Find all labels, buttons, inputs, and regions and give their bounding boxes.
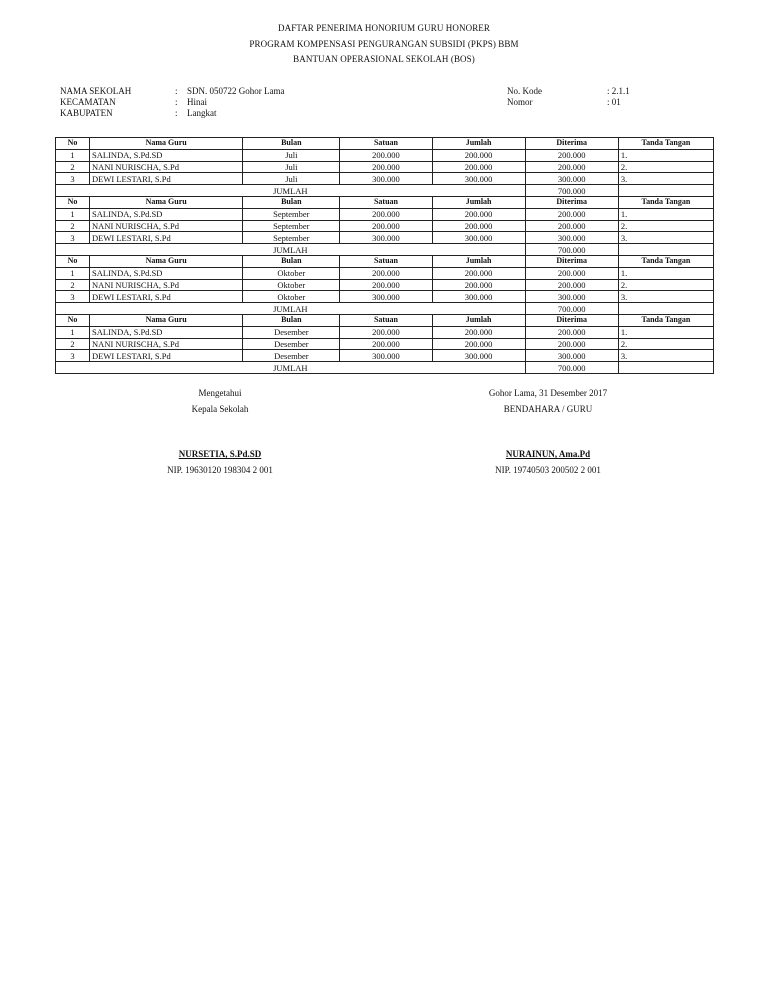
column-header-bulan: Bulan: [243, 138, 340, 150]
cell-tanda-tangan: 1.: [618, 267, 713, 279]
total-value: 700.000: [525, 303, 618, 315]
column-header-no: No: [56, 138, 90, 150]
table-header-row: [56, 255, 714, 267]
cell-no: 1: [56, 267, 90, 279]
cell-bulan: Juli: [243, 161, 340, 173]
cell-no: 1: [56, 208, 90, 220]
cell-jumlah: 300.000: [432, 350, 525, 362]
cell-satuan: 200.000: [340, 338, 432, 350]
column-header-satuan: Satuan: [340, 314, 432, 326]
cell-bulan: Desember: [243, 338, 340, 350]
cell-diterima: 300.000: [525, 291, 618, 303]
document-code-info: [507, 86, 687, 108]
cell-satuan: 300.000: [340, 350, 432, 362]
column-header-jumlah: Jumlah: [432, 138, 525, 150]
table-header-row: [56, 196, 714, 208]
honorarium-table: [55, 137, 714, 374]
cell-jumlah: 200.000: [432, 220, 525, 232]
cell-nama-guru: SALINDA, S.Pd.SD: [90, 208, 243, 220]
table-total-row: [56, 185, 714, 197]
table-row: [56, 220, 714, 232]
place-date: Gohor Lama, 31 Desember 2017: [488, 388, 608, 398]
column-header-no: No: [56, 314, 90, 326]
cell-tanda-tangan: 1.: [618, 326, 713, 338]
info-label: No. Kode: [507, 86, 542, 97]
total-value: 700.000: [525, 362, 618, 374]
cell-diterima: 300.000: [525, 173, 618, 185]
info-value: SDN. 050722 Gohor Lama: [187, 86, 285, 97]
cell-bulan: Desember: [243, 326, 340, 338]
info-label: KABUPATEN: [60, 108, 113, 119]
cell-tanda-tangan: 2.: [618, 220, 713, 232]
cell-no: 3: [56, 291, 90, 303]
total-signature-empty: [618, 303, 713, 315]
table-row: [56, 338, 714, 350]
column-header-jumlah: Jumlah: [432, 255, 525, 267]
cell-no: 3: [56, 173, 90, 185]
column-header-nama-guru: Nama Guru: [90, 196, 243, 208]
column-header-nama-guru: Nama Guru: [90, 255, 243, 267]
column-header-diterima: Diterima: [525, 255, 618, 267]
cell-diterima: 200.000: [525, 338, 618, 350]
signature-space: [120, 420, 320, 449]
cell-diterima: 200.000: [525, 267, 618, 279]
table-header-row: [56, 138, 714, 150]
cell-satuan: 200.000: [340, 279, 432, 291]
info-label: KECAMATAN: [60, 97, 116, 108]
info-row-school-name: [60, 86, 420, 97]
table-row: [56, 161, 714, 173]
column-header-jumlah: Jumlah: [432, 196, 525, 208]
cell-nama-guru: NANI NURISCHA, S.Pd: [90, 161, 243, 173]
cell-bulan: September: [243, 208, 340, 220]
table-total-row: [56, 303, 714, 315]
table-total-row: [56, 244, 714, 256]
column-header-bulan: Bulan: [243, 255, 340, 267]
signature-space: [448, 420, 648, 449]
signer-nip: NIP. 19740503 200502 2 001: [495, 465, 601, 475]
table-row: [56, 279, 714, 291]
signer-name: NURAINUN, Ama.Pd: [505, 449, 591, 459]
cell-tanda-tangan: 3.: [618, 232, 713, 244]
column-header-no: No: [56, 196, 90, 208]
table-row: [56, 149, 714, 161]
cell-satuan: 200.000: [340, 208, 432, 220]
total-value: 700.000: [525, 244, 618, 256]
cell-nama-guru: NANI NURISCHA, S.Pd: [90, 279, 243, 291]
info-separator: :: [175, 86, 178, 97]
signer-role: BENDAHARA / GURU: [503, 404, 593, 414]
cell-satuan: 200.000: [340, 326, 432, 338]
cell-diterima: 200.000: [525, 326, 618, 338]
column-header-diterima: Diterima: [525, 138, 618, 150]
cell-diterima: 200.000: [525, 279, 618, 291]
table-total-row: [56, 362, 714, 374]
cell-jumlah: 200.000: [432, 149, 525, 161]
cell-no: 2: [56, 338, 90, 350]
cell-satuan: 200.000: [340, 161, 432, 173]
info-value: : 2.1.1: [607, 86, 630, 97]
cell-bulan: Juli: [243, 173, 340, 185]
table-body: [56, 138, 714, 374]
total-label: JUMLAH: [56, 185, 526, 197]
cell-tanda-tangan: 3.: [618, 350, 713, 362]
cell-no: 2: [56, 161, 90, 173]
column-header-satuan: Satuan: [340, 196, 432, 208]
cell-nama-guru: SALINDA, S.Pd.SD: [90, 267, 243, 279]
table-row: [56, 208, 714, 220]
total-label: JUMLAH: [56, 244, 526, 256]
table-row: [56, 326, 714, 338]
column-header-nama-guru: Nama Guru: [90, 314, 243, 326]
cell-bulan: Desember: [243, 350, 340, 362]
info-value: Langkat: [187, 108, 217, 119]
cell-bulan: Oktober: [243, 291, 340, 303]
cell-no: 1: [56, 326, 90, 338]
total-label: JUMLAH: [56, 362, 526, 374]
column-header-diterima: Diterima: [525, 196, 618, 208]
info-value: : 01: [607, 97, 621, 108]
cell-diterima: 200.000: [525, 208, 618, 220]
cell-bulan: September: [243, 220, 340, 232]
cell-jumlah: 200.000: [432, 279, 525, 291]
cell-bulan: Oktober: [243, 267, 340, 279]
document-header: [0, 23, 768, 70]
info-row-number: [507, 97, 687, 108]
cell-tanda-tangan: 3.: [618, 291, 713, 303]
cell-nama-guru: NANI NURISCHA, S.Pd: [90, 338, 243, 350]
column-header-satuan: Satuan: [340, 255, 432, 267]
info-row-code: [507, 86, 687, 97]
cell-no: 3: [56, 350, 90, 362]
cell-tanda-tangan: 1.: [618, 208, 713, 220]
info-label: NAMA SEKOLAH: [60, 86, 132, 97]
cell-satuan: 300.000: [340, 232, 432, 244]
cell-jumlah: 200.000: [432, 161, 525, 173]
cell-nama-guru: DEWI LESTARI, S.Pd: [90, 291, 243, 303]
info-row-district: [60, 97, 420, 108]
table-row: [56, 173, 714, 185]
column-header-tanda-tangan: Tanda Tangan: [618, 138, 713, 150]
cell-satuan: 200.000: [340, 267, 432, 279]
info-value: Hinai: [187, 97, 207, 108]
cell-satuan: 300.000: [340, 291, 432, 303]
cell-jumlah: 200.000: [432, 267, 525, 279]
program-subtitle: BANTUAN OPERASIONAL SEKOLAH (BOS): [293, 54, 475, 64]
cell-no: 3: [56, 232, 90, 244]
cell-diterima: 200.000: [525, 220, 618, 232]
cell-jumlah: 300.000: [432, 232, 525, 244]
cell-no: 2: [56, 220, 90, 232]
column-header-tanda-tangan: Tanda Tangan: [618, 255, 713, 267]
info-label: Nomor: [507, 97, 533, 108]
table-row: [56, 350, 714, 362]
cell-jumlah: 200.000: [432, 208, 525, 220]
column-header-jumlah: Jumlah: [432, 314, 525, 326]
column-header-bulan: Bulan: [243, 196, 340, 208]
signer-nip: NIP. 19630120 198304 2 001: [167, 465, 273, 475]
cell-nama-guru: SALINDA, S.Pd.SD: [90, 149, 243, 161]
signer-role: Kepala Sekolah: [191, 404, 249, 414]
info-separator: :: [175, 97, 178, 108]
cell-satuan: 200.000: [340, 149, 432, 161]
cell-nama-guru: DEWI LESTARI, S.Pd: [90, 173, 243, 185]
cell-bulan: Oktober: [243, 279, 340, 291]
cell-tanda-tangan: 2.: [618, 161, 713, 173]
table-row: [56, 232, 714, 244]
cell-nama-guru: NANI NURISCHA, S.Pd: [90, 220, 243, 232]
total-signature-empty: [618, 244, 713, 256]
cell-jumlah: 300.000: [432, 173, 525, 185]
cell-bulan: Juli: [243, 149, 340, 161]
document-title: DAFTAR PENERIMA HONORIUM GURU HONORER: [278, 23, 490, 33]
signature-headmaster: [120, 388, 320, 481]
column-header-nama-guru: Nama Guru: [90, 138, 243, 150]
cell-jumlah: 200.000: [432, 326, 525, 338]
signer-name: NURSETIA, S.Pd.SD: [178, 449, 262, 459]
cell-tanda-tangan: 3.: [618, 173, 713, 185]
cell-tanda-tangan: 2.: [618, 279, 713, 291]
total-label: JUMLAH: [56, 303, 526, 315]
info-row-regency: [60, 108, 420, 119]
column-header-bulan: Bulan: [243, 314, 340, 326]
column-header-diterima: Diterima: [525, 314, 618, 326]
column-header-no: No: [56, 255, 90, 267]
cell-satuan: 300.000: [340, 173, 432, 185]
program-title: PROGRAM KOMPENSASI PENGURANGAN SUBSIDI (PKPS) BBM: [249, 38, 519, 49]
table-row: [56, 291, 714, 303]
cell-bulan: September: [243, 232, 340, 244]
cell-jumlah: 300.000: [432, 291, 525, 303]
cell-jumlah: 200.000: [432, 338, 525, 350]
signature-treasurer: [448, 388, 648, 481]
table-header-row: [56, 314, 714, 326]
cell-satuan: 200.000: [340, 220, 432, 232]
cell-diterima: 200.000: [525, 149, 618, 161]
cell-nama-guru: SALINDA, S.Pd.SD: [90, 326, 243, 338]
cell-tanda-tangan: 1.: [618, 149, 713, 161]
cell-no: 1: [56, 149, 90, 161]
column-header-satuan: Satuan: [340, 138, 432, 150]
cell-nama-guru: DEWI LESTARI, S.Pd: [90, 350, 243, 362]
cell-tanda-tangan: 2.: [618, 338, 713, 350]
column-header-tanda-tangan: Tanda Tangan: [618, 196, 713, 208]
cell-nama-guru: DEWI LESTARI, S.Pd: [90, 232, 243, 244]
cell-diterima: 300.000: [525, 350, 618, 362]
cell-no: 2: [56, 279, 90, 291]
cell-diterima: 200.000: [525, 161, 618, 173]
table-row: [56, 267, 714, 279]
info-separator: :: [175, 108, 178, 119]
cell-diterima: 300.000: [525, 232, 618, 244]
total-value: 700.000: [525, 185, 618, 197]
column-header-tanda-tangan: Tanda Tangan: [618, 314, 713, 326]
total-signature-empty: [618, 185, 713, 197]
acknowledged-label: Mengetahui: [198, 388, 242, 398]
school-info: [60, 86, 420, 119]
total-signature-empty: [618, 362, 713, 374]
